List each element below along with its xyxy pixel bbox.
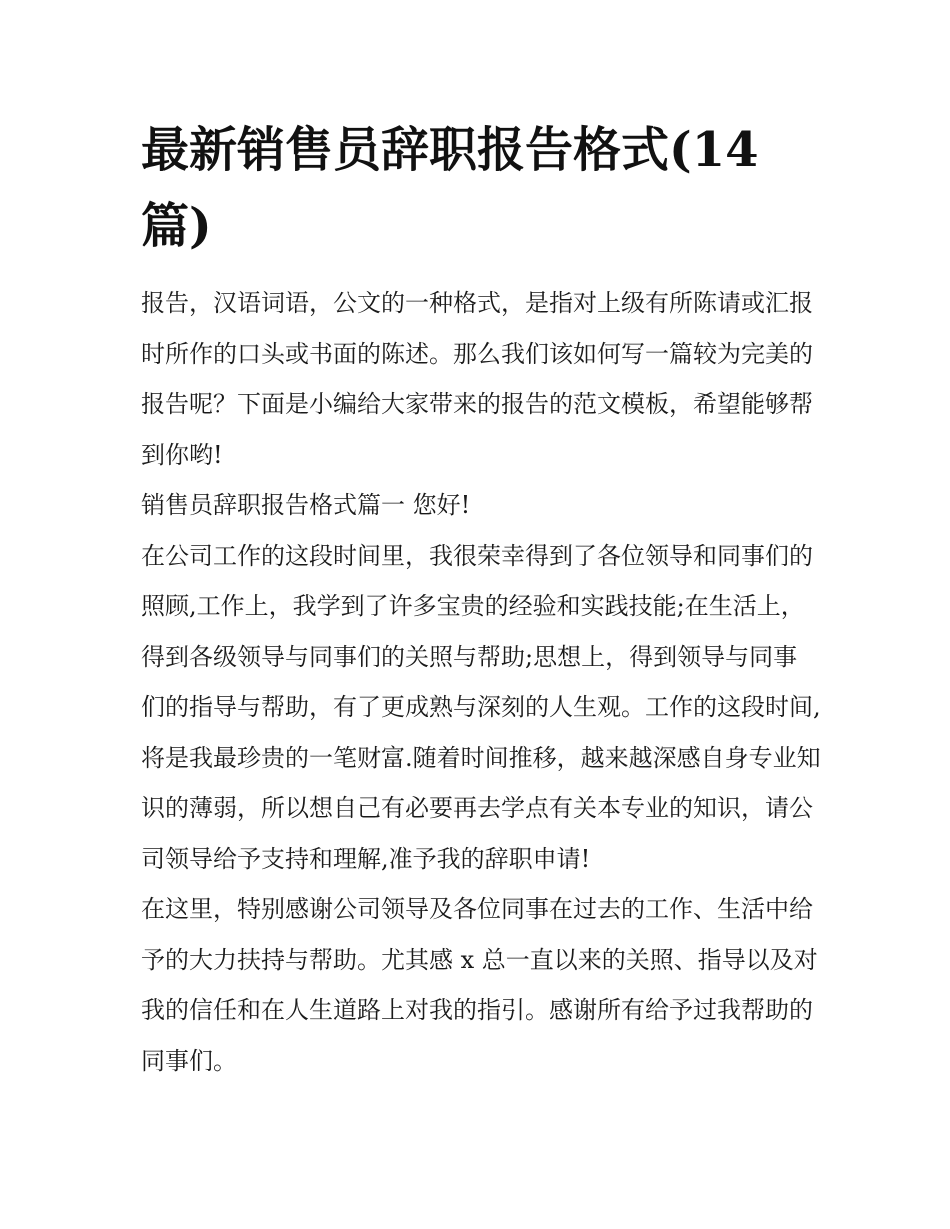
document-body (141, 278, 821, 1086)
body-paragraph: 在公司工作的这段时间里，我很荣幸得到了各位领导和同事们的照顾,工作上，我学到了许多宝贵的经验和实践技能;在生活上，得到各级领导与同事们的关照与帮助;思想上，得到领导与同事们的指导与帮助，有了更成熟与深刻的人生观。工作的这段时间,将是我最珍贵的一笔财富.随着时间推移，越来越深感自身专业知识的薄弱，所以想自己有必要再去学点有关本专业的知识，请公司领导给予支持和理解,准予我的辞职申请! (141, 541, 821, 873)
body-paragraph: 在这里，特别感谢公司领导及各位同事在过去的工作、生活中给予的大力扶持与帮助。尤其感 x 总一直以来的关照、指导以及对我的信任和在人生道路上对我的指引。感谢所有给予过我帮助的同事们。 (141, 895, 818, 1075)
section-heading: 销售员辞职报告格式篇一 您好! (141, 491, 471, 519)
intro-paragraph: 报告，汉语词语，公文的一种格式，是指对上级有所陈请或汇报时所作的口头或书面的陈述。那么我们该如何写一篇较为完美的报告呢？下面是小编给大家带来的报告的范文模板，希望能够帮到你哟! (141, 289, 813, 469)
document-title: 最新销售员辞职报告格式(14篇) (141, 122, 759, 254)
